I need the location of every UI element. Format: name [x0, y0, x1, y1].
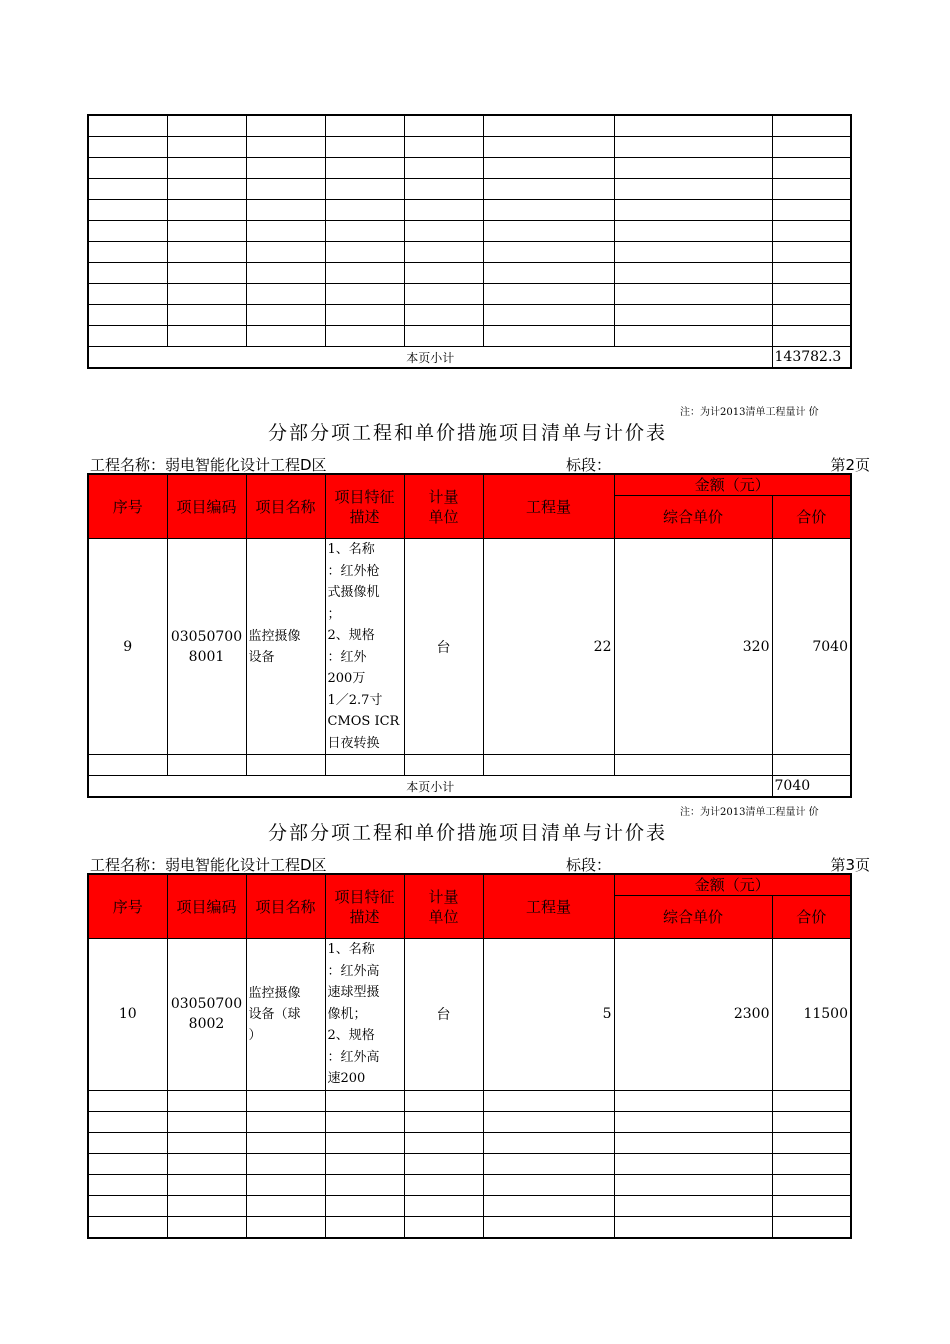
empty-cell: [404, 1216, 483, 1238]
empty-cell: [325, 242, 404, 263]
empty-cell: [325, 1216, 404, 1238]
header-code: 项目编码: [167, 474, 246, 539]
empty-cell: [246, 305, 325, 326]
empty-cell: [88, 1111, 167, 1132]
header-amount: 金额（元）: [614, 474, 851, 496]
row-name-line: 设备（球: [248, 1006, 301, 1022]
row-description-line: ；: [327, 606, 341, 622]
row-description-line: 速球型摄: [327, 985, 380, 1000]
empty-cell: [404, 115, 483, 137]
empty-cell: [483, 263, 614, 284]
empty-cell: [614, 1216, 772, 1238]
empty-cell: [246, 137, 325, 158]
row-name: [246, 939, 325, 1091]
empty-cell: [246, 1132, 325, 1153]
empty-row: [88, 326, 851, 347]
section-label: 标段：: [566, 456, 612, 474]
empty-cell: [167, 179, 246, 200]
empty-cell: [483, 1111, 614, 1132]
empty-cell: [614, 158, 772, 179]
empty-row: [88, 263, 851, 284]
section-label: 标段：: [566, 856, 612, 874]
row-description-line: 1、名称: [327, 542, 375, 557]
empty-cell: [772, 263, 851, 284]
empty-cell: [88, 263, 167, 284]
empty-cell: [614, 179, 772, 200]
header-name: 项目名称: [246, 474, 325, 539]
empty-cell: [167, 1153, 246, 1174]
empty-cell: [772, 284, 851, 305]
empty-cell: [325, 284, 404, 305]
empty-cell: [325, 1111, 404, 1132]
empty-cell: [404, 137, 483, 158]
header-total: 合价: [772, 496, 851, 539]
row-seq: 10: [88, 939, 167, 1091]
row-description-line: ：红外: [327, 649, 367, 665]
row-name-line: 设备: [248, 649, 275, 665]
empty-cell: [483, 1132, 614, 1153]
empty-cell: [246, 1111, 325, 1132]
row-description-line: ：红外高: [327, 1049, 380, 1065]
row-code-line2: 8001: [188, 648, 225, 665]
empty-cell: [772, 242, 851, 263]
empty-cell: [167, 326, 246, 347]
standard-note: 注：为计2013清单工程量计 价: [680, 407, 819, 418]
empty-cell: [88, 221, 167, 242]
row-name: [246, 539, 325, 755]
header-amount: 金额（元）: [614, 874, 851, 896]
empty-cell: [167, 1132, 246, 1153]
header-feature-line1: 项目特征: [334, 887, 395, 906]
row-description-line: 1、名称: [327, 942, 375, 957]
empty-cell: [772, 179, 851, 200]
empty-row: [88, 242, 851, 263]
empty-cell: [404, 1174, 483, 1195]
page1-subtotal-row: [88, 347, 851, 369]
row-name-line: ）: [248, 1027, 262, 1043]
empty-cell: [246, 179, 325, 200]
empty-row: [88, 137, 851, 158]
project-name: 工程名称：弱电智能化设计工程D区: [90, 856, 327, 874]
subtotal-value: 7040: [772, 776, 851, 798]
header-unit-line1: 计量: [428, 487, 459, 506]
empty-cell: [246, 221, 325, 242]
empty-cell: [246, 284, 325, 305]
empty-cell: [325, 137, 404, 158]
empty-cell: [167, 1090, 246, 1111]
standard-note: 注：为计2013清单工程量计 价: [680, 807, 819, 818]
empty-cell: [246, 326, 325, 347]
header-unit: [404, 874, 483, 939]
row-name-line: 监控摄像: [248, 985, 301, 1001]
empty-cell: [88, 1153, 167, 1174]
empty-row: [88, 1153, 851, 1174]
empty-cell: [167, 158, 246, 179]
empty-row: [88, 1216, 851, 1238]
empty-cell: [483, 179, 614, 200]
row-description-line: ：红外枪: [327, 563, 380, 579]
empty-cell: [772, 115, 851, 137]
empty-cell: [167, 200, 246, 221]
page2-table: [87, 473, 852, 798]
empty-cell: [483, 1153, 614, 1174]
empty-cell: [483, 200, 614, 221]
empty-row: [88, 305, 851, 326]
empty-row: [88, 284, 851, 305]
empty-cell: [246, 1195, 325, 1216]
empty-cell: [325, 1090, 404, 1111]
empty-cell: [483, 1195, 614, 1216]
row-description-line: 速200: [327, 1071, 366, 1086]
row-description: [325, 939, 404, 1091]
header-seq: 序号: [88, 874, 167, 939]
empty-cell: [483, 158, 614, 179]
empty-cell: [325, 1153, 404, 1174]
empty-cell: [614, 137, 772, 158]
sheet-title: 分部分项工程和单价措施项目清单与计价表: [268, 822, 668, 844]
header-feature: [325, 474, 404, 539]
empty-row: [88, 1090, 851, 1111]
table-row: [88, 539, 851, 755]
empty-row: [88, 1111, 851, 1132]
header-unit-price: 综合单价: [614, 896, 772, 939]
header-unit-price: 综合单价: [614, 496, 772, 539]
empty-cell: [772, 1132, 851, 1153]
empty-cell: [614, 284, 772, 305]
subtotal-label: 本页小计: [88, 776, 772, 798]
empty-cell: [404, 326, 483, 347]
page-number: 第2页: [830, 456, 870, 474]
header-feature-line1: 项目特征: [334, 487, 395, 506]
row-description-line: 式摄像机: [327, 585, 380, 600]
page1-table: [87, 114, 852, 369]
empty-cell: [325, 263, 404, 284]
empty-cell: [325, 179, 404, 200]
subtotal-label: 本页小计: [88, 347, 772, 369]
row-name-line: 监控摄像: [248, 628, 301, 644]
row-code: [167, 939, 246, 1091]
empty-cell: [88, 137, 167, 158]
empty-cell: [88, 284, 167, 305]
header-name: 项目名称: [246, 874, 325, 939]
empty-cell: [772, 326, 851, 347]
empty-cell: [614, 242, 772, 263]
empty-cell: [325, 158, 404, 179]
empty-cell: [772, 200, 851, 221]
row-seq: 9: [88, 539, 167, 755]
empty-cell: [404, 284, 483, 305]
empty-cell: [614, 305, 772, 326]
empty-row: [88, 1174, 851, 1195]
empty-cell: [88, 305, 167, 326]
row-description-line: 像机；: [327, 1006, 367, 1022]
empty-cell: [614, 1090, 772, 1111]
row-description-line: 2、规格: [327, 1028, 375, 1043]
empty-cell: [772, 1111, 851, 1132]
empty-cell: [483, 1090, 614, 1111]
empty-cell: [167, 1111, 246, 1132]
empty-cell: [88, 1132, 167, 1153]
empty-cell: [404, 242, 483, 263]
header-feature-line2: 描述: [349, 907, 380, 926]
row-total: 7040: [772, 539, 851, 755]
page1-empty-rows: [88, 115, 851, 347]
table-row: [88, 939, 851, 1091]
empty-cell: [404, 305, 483, 326]
empty-cell: [167, 263, 246, 284]
page3-empty-rows: [88, 1090, 851, 1238]
empty-row: [88, 755, 851, 776]
empty-cell: [246, 200, 325, 221]
empty-cell: [246, 263, 325, 284]
row-total: 11500: [772, 939, 851, 1091]
empty-row: [88, 115, 851, 137]
empty-cell: [772, 137, 851, 158]
empty-cell: [88, 1216, 167, 1238]
empty-cell: [772, 305, 851, 326]
row-code-line1: 03050700: [170, 996, 243, 1013]
empty-cell: [246, 242, 325, 263]
header-unit-line2: 单位: [428, 507, 459, 526]
header-unit-line1: 计量: [428, 887, 459, 906]
header-qty: 工程量: [483, 474, 614, 539]
empty-cell: [483, 137, 614, 158]
row-code: [167, 539, 246, 755]
empty-cell: [325, 200, 404, 221]
empty-cell: [325, 1132, 404, 1153]
empty-cell: [88, 115, 167, 137]
header-total: 合价: [772, 896, 851, 939]
empty-cell: [483, 305, 614, 326]
empty-cell: [88, 242, 167, 263]
empty-cell: [772, 1153, 851, 1174]
empty-cell: [88, 1174, 167, 1195]
empty-cell: [246, 1216, 325, 1238]
empty-row: [88, 158, 851, 179]
empty-cell: [614, 326, 772, 347]
empty-cell: [404, 1132, 483, 1153]
empty-cell: [614, 1111, 772, 1132]
row-description-line: 1／2.7寸: [327, 692, 383, 708]
empty-cell: [167, 1174, 246, 1195]
empty-cell: [772, 221, 851, 242]
empty-cell: [772, 1174, 851, 1195]
empty-cell: [404, 1153, 483, 1174]
empty-cell: [614, 1195, 772, 1216]
empty-cell: [404, 1111, 483, 1132]
empty-cell: [167, 221, 246, 242]
header-row: [88, 474, 851, 496]
empty-cell: [614, 1132, 772, 1153]
header-row: [88, 874, 851, 896]
empty-cell: [614, 200, 772, 221]
empty-cell: [88, 1090, 167, 1111]
empty-cell: [614, 115, 772, 137]
empty-cell: [614, 263, 772, 284]
empty-cell: [483, 242, 614, 263]
header-code: 项目编码: [167, 874, 246, 939]
empty-cell: [404, 221, 483, 242]
empty-cell: [325, 115, 404, 137]
page2-subtotal-row: [88, 776, 851, 798]
empty-row: [88, 221, 851, 242]
empty-cell: [246, 1174, 325, 1195]
empty-cell: [404, 200, 483, 221]
empty-cell: [167, 305, 246, 326]
page3-table: [87, 873, 852, 1239]
page-number: 第3页: [830, 856, 870, 874]
empty-cell: [772, 1216, 851, 1238]
project-name: 工程名称：弱电智能化设计工程D区: [90, 456, 327, 474]
empty-row: [88, 1132, 851, 1153]
row-description-line: 日夜转换: [327, 735, 380, 751]
empty-cell: [88, 326, 167, 347]
row-code-line2: 8002: [188, 1016, 225, 1033]
empty-cell: [483, 1216, 614, 1238]
empty-cell: [88, 1195, 167, 1216]
row-description-line: ：红外高: [327, 963, 380, 979]
row-description-line: 2、规格: [327, 628, 375, 643]
empty-cell: [167, 137, 246, 158]
empty-cell: [167, 1216, 246, 1238]
row-unit-price: 2300: [614, 939, 772, 1091]
empty-cell: [404, 1195, 483, 1216]
empty-cell: [483, 221, 614, 242]
empty-cell: [325, 305, 404, 326]
empty-cell: [246, 115, 325, 137]
empty-cell: [88, 200, 167, 221]
empty-cell: [483, 1174, 614, 1195]
row-description-line: CMOS ICR: [327, 714, 400, 729]
empty-cell: [325, 1195, 404, 1216]
empty-cell: [483, 115, 614, 137]
empty-cell: [246, 1090, 325, 1111]
empty-cell: [614, 1174, 772, 1195]
row-qty: 22: [483, 539, 614, 755]
row-unit: 台: [404, 939, 483, 1091]
row-description: [325, 539, 404, 755]
header-unit-line2: 单位: [428, 907, 459, 926]
empty-cell: [167, 115, 246, 137]
empty-cell: [772, 1090, 851, 1111]
empty-cell: [167, 284, 246, 305]
row-qty: 5: [483, 939, 614, 1091]
empty-cell: [325, 326, 404, 347]
empty-cell: [483, 326, 614, 347]
empty-cell: [404, 263, 483, 284]
empty-cell: [614, 1153, 772, 1174]
empty-cell: [404, 179, 483, 200]
empty-cell: [88, 179, 167, 200]
header-feature-line2: 描述: [349, 507, 380, 526]
empty-cell: [325, 221, 404, 242]
empty-cell: [246, 1153, 325, 1174]
empty-cell: [404, 158, 483, 179]
row-code-line1: 03050700: [170, 628, 243, 645]
row-unit: 台: [404, 539, 483, 755]
empty-row: [88, 200, 851, 221]
header-feature: [325, 874, 404, 939]
empty-cell: [772, 1195, 851, 1216]
sheet-title: 分部分项工程和单价措施项目清单与计价表: [268, 422, 668, 444]
row-description-line: 200万: [327, 671, 366, 686]
empty-row: [88, 1195, 851, 1216]
empty-cell: [404, 1090, 483, 1111]
subtotal-value: 143782.3: [772, 347, 851, 369]
empty-cell: [483, 284, 614, 305]
empty-cell: [167, 242, 246, 263]
empty-cell: [167, 1195, 246, 1216]
empty-cell: [325, 1174, 404, 1195]
header-qty: 工程量: [483, 874, 614, 939]
empty-cell: [88, 158, 167, 179]
empty-cell: [772, 158, 851, 179]
empty-cell: [246, 158, 325, 179]
empty-cell: [614, 221, 772, 242]
header-unit: [404, 474, 483, 539]
empty-row: [88, 179, 851, 200]
header-seq: 序号: [88, 474, 167, 539]
row-unit-price: 320: [614, 539, 772, 755]
